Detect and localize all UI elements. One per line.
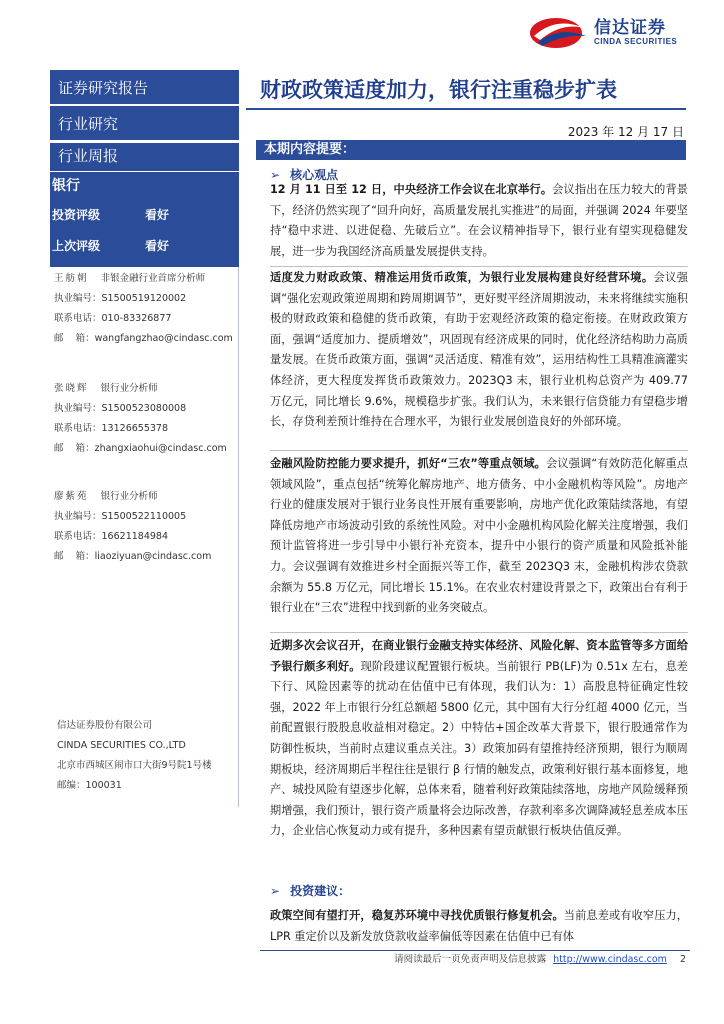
phone-label: 联系电话： (54, 531, 102, 542)
divider (270, 266, 688, 267)
paragraph-4 (270, 636, 688, 842)
report-type-label: 证券研究报告 (50, 70, 239, 104)
phone-number: 010-83326877 (101, 313, 172, 324)
paragraph-lead: 政策空间有望打开，稳复苏环境中寻找优质银行修复机会。 (270, 909, 564, 922)
analyst-card (54, 487, 211, 567)
phone-label: 联系电话： (54, 313, 102, 324)
brand-name-cn: 信达证券 (594, 18, 666, 38)
company-info (57, 716, 212, 796)
paragraph-lead: 近期多次会议召开，在商业银行金融支持实体经济、风险化解、资本监管等多方面给予银行颇多利好。 (270, 639, 688, 673)
footer (394, 951, 686, 965)
cert-number: S1500523080008 (101, 403, 187, 414)
brand-name-en: CINDA SECURITIES (594, 37, 678, 46)
analyst-card (54, 269, 233, 349)
email-label: 邮 箱： (54, 551, 95, 562)
section-investment-advice (270, 882, 350, 899)
analyst-name: 廖紫苑 (54, 491, 89, 502)
summary-header: 本期内容提要： (256, 140, 686, 160)
analyst-card (54, 379, 227, 459)
category-label: 行业研究 (50, 106, 239, 140)
paragraph-5 (270, 906, 688, 947)
phone-number: 16621184984 (101, 531, 169, 542)
email-link[interactable]: wangfangzhao@cindasc.com (94, 333, 233, 344)
analyst-name: 张晓辉 (54, 383, 89, 394)
report-title: 财政政策适度加力，银行注重稳步扩表 (260, 78, 617, 102)
paragraph-1 (270, 180, 688, 262)
rating-label: 投资评级 (52, 208, 101, 222)
analyst-title: 非银金融行业首席分析师 (100, 273, 206, 284)
divider (270, 632, 688, 633)
company-name-en: CINDA SECURITIES CO.,LTD (57, 740, 186, 751)
analyst-title: 银行业分析师 (100, 491, 158, 502)
cert-number: S1500519120002 (101, 293, 187, 304)
triangle-bullet-icon: ➢ (270, 884, 281, 898)
industry-rating-panel (50, 143, 239, 267)
cert-number: S1500522110005 (101, 511, 187, 522)
email-link[interactable]: liaoziyuan@cindasc.com (94, 551, 212, 562)
rating-value: 看好 (145, 208, 170, 222)
paragraph-body: 当前息差或有收窄压力，LPR 重定价以及新发放贷款收益率偏低等因素在估值中已有体 (270, 909, 688, 943)
prev-rating-value: 看好 (145, 239, 170, 253)
cinda-logo-mark-icon (528, 16, 590, 50)
section-title: 核心观点 (290, 168, 339, 182)
email-label: 邮 箱： (54, 443, 95, 454)
paragraph-3 (270, 454, 688, 619)
paragraph-2 (270, 268, 688, 433)
paragraph-lead: 12 月 11 日至 12 日，中央经济工作会议在北京举行。 (270, 183, 553, 196)
triangle-bullet-icon: ➢ (270, 168, 281, 182)
divider (270, 450, 688, 451)
paragraph-body: 会议强调“强化宏观政策逆周期和跨周期调节”，更好熨平经济周期波动，未来将继续实施积极的财政政策和稳健的货币政策，有助于宏观经济政策的稳定衔接。在财政政策方面，强调“适度加力、提质增效”，巩固现有经济成果的同时，优化经济结构助力高质量发展。在货币政策方面，强调“灵活适度、精准有效”，运用结构性工具精准滴灌实体经济，更大程度发挥货币政策效力。2023Q3 末，银行业机构总资产为 409.77 万亿元，同比增长 9.6%，规模稳步扩张。我们认为，未来银行信贷能力有望稳步增长，存贷利差预计维持在合理水平，为银行业发展创造良好的外部环境。 (270, 271, 688, 429)
company-address: 北京市西城区闹市口大街9号院1号楼 (57, 760, 212, 771)
analyst-title: 银行业分析师 (100, 383, 158, 394)
company-postcode: 邮编：100031 (57, 780, 122, 791)
phone-number: 13126655378 (101, 423, 169, 434)
cert-label: 执业编号： (54, 403, 102, 414)
paragraph-body: 会议指出在压力较大的背景下，经济仍然实现了“回升向好，高质量发展扎实推进”的局面，并强调 2024 年要坚持“稳中求进、以进促稳、先破后立”。在会议精神指导下，银行业有望实现稳健发展，进一步为我国经济高质量发展提供支持。 (270, 183, 688, 258)
weekly-label: 行业周报 (58, 147, 119, 165)
email-label: 邮 箱： (54, 333, 95, 344)
paragraph-lead: 金融风险防控能力要求提升，抓好“三农”等重点领域。 (270, 457, 547, 470)
company-name-cn: 信达证券股份有限公司 (57, 720, 153, 731)
footer-disclaimer: 请阅读最后一页免责声明及信息披露 (394, 954, 547, 965)
cert-label: 执业编号： (54, 293, 102, 304)
report-date: 2023 年 12 月 17 日 (567, 125, 684, 139)
paragraph-lead: 适度发力财政政策、精准运用货币政策，为银行业发展构建良好经营环境。 (270, 271, 654, 284)
analyst-name: 王舫朝 (54, 273, 89, 284)
cinda-logo (528, 16, 708, 50)
page-number: 2 (679, 954, 686, 965)
footer-website-link[interactable]: http://www.cindasc.com (553, 954, 667, 965)
prev-rating-label: 上次评级 (52, 239, 101, 253)
cert-label: 执业编号： (54, 511, 102, 522)
title-divider (246, 108, 686, 110)
industry-label: 银行 (52, 178, 80, 194)
paragraph-body: 会议强调“有效防范化解重点领域风险”，重点包括“统筹化解房地产、地方债务、中小金融机构等风险”。房地产行业的健康发展对于银行业务良性开展有重要影响，房地产优化政策陆续落地，有望降低房地产市场波动引致的系统性风险。对中小金融机构风险化解关注度增强，我们预计监管将进一步引导中小银行补充资本，提升中小银行的资产质量和风险抵补能力。会议强调有效推进乡村全面振兴等工作，截至 2023Q3 末，金融机构涉农贷款余额为 55.8 万亿元，同比增长 15.1%。在农业农村建设背景之下，政策出台有利于银行业在“三农”进程中找到新的业务突破点。 (270, 457, 688, 615)
paragraph-body: 现阶段建议配置银行板块。当前银行 PB(LF)为 0.51x 左右，息差下行、风险因素等的扰动在估值中已有体现，我们认为：1）高股息特征确定性较强，2022 年上市银行分红总额超 5800 亿元，其中国有大行分红超 4000 亿元，当前配置银行股股息收益相对稳定。2）中特估+国企改革大背景下，银行股通常作为防御性板块，当前时点建议重点关注。3）政策加码有望推持经济预期，银行为顺周期板块，经济周期后半程往往是银行 β 行情的触发点，政策利好银行基本面修复，地产、城投风险有望逐步化解，总体来看，随着利好政策陆续落地，房地产风险缓释预期增强，我们预计，银行资产质量将会边际改善，存款利率多次调降减轻息差成本压力，企业信心恢复动力或有提升，多种因素有望贡献银行板块估值反弹。 (270, 659, 688, 838)
email-link[interactable]: zhangxiaohui@cindasc.com (94, 443, 227, 454)
phone-label: 联系电话： (54, 423, 102, 434)
section-title: 投资建议： (290, 884, 351, 898)
